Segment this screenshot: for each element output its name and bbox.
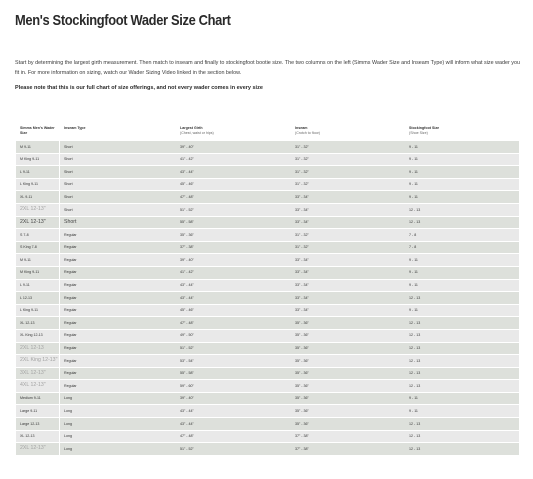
shoe-size-cell: 12 - 13 <box>405 368 519 380</box>
shoe-size-cell: 9 - 11 <box>405 166 519 178</box>
table-row <box>16 380 519 392</box>
shoe-size-cell: 9 - 11 <box>405 305 519 317</box>
header-largest-girth-sub: (Chest, waist or hips) <box>180 130 214 135</box>
wader-size-cell: XL 12-13 <box>16 431 60 443</box>
girth-cell: 39" - 40" <box>176 254 291 266</box>
table-row <box>16 418 519 430</box>
inseam-cell: 33" - 34" <box>291 280 405 292</box>
girth-cell: 43" - 44" <box>176 292 291 304</box>
girth-cell: 43" - 44" <box>176 405 291 417</box>
shoe-size-cell: 7 - 8 <box>405 242 519 254</box>
wader-size-cell: M 9-11 <box>16 141 60 153</box>
inseam-type-cell: Regular <box>60 317 176 329</box>
header-stockingfoot-size <box>405 123 519 140</box>
girth-cell: 49" - 50" <box>176 330 291 342</box>
wader-size-cell: Large 9-11 <box>16 405 60 417</box>
inseam-cell: 37" - 38" <box>291 431 405 443</box>
girth-cell: 35" - 36" <box>176 229 291 241</box>
wader-size-cell: 2XL 12-13" <box>16 204 60 216</box>
inseam-type-cell: Short <box>60 166 176 178</box>
wader-size-cell: M 9-11 <box>16 254 60 266</box>
shoe-size-cell: 9 - 11 <box>405 179 519 191</box>
girth-cell: 39" - 40" <box>176 393 291 405</box>
header-stockingfoot-size-label: Stockingfoot Size <box>409 126 440 130</box>
girth-cell: 53" - 54" <box>176 355 291 367</box>
table-row <box>16 443 519 455</box>
inseam-type-cell: Short <box>60 204 176 216</box>
header-largest-girth <box>176 123 291 140</box>
table-body <box>16 141 519 455</box>
inseam-cell: 31" - 32" <box>291 166 405 178</box>
table-row <box>16 267 519 279</box>
inseam-cell: 35" - 36" <box>291 393 405 405</box>
inseam-cell: 35" - 36" <box>291 380 405 392</box>
header-stockingfoot-size-sub: (Shoe Size) <box>409 130 428 135</box>
inseam-cell: 35" - 36" <box>291 330 405 342</box>
inseam-type-cell: Short <box>60 217 176 229</box>
inseam-type-cell: Regular <box>60 280 176 292</box>
wader-size-table <box>16 122 519 456</box>
table-row <box>16 280 519 292</box>
inseam-cell: 33" - 34" <box>291 217 405 229</box>
shoe-size-cell: 12 - 13 <box>405 355 519 367</box>
inseam-type-cell: Long <box>60 418 176 430</box>
girth-cell: 47" - 48" <box>176 317 291 329</box>
inseam-type-cell: Short <box>60 179 176 191</box>
table-row <box>16 204 519 216</box>
inseam-cell: 33" - 34" <box>291 305 405 317</box>
girth-cell: 55" - 58" <box>176 217 291 229</box>
table-row <box>16 305 519 317</box>
table-row <box>16 405 519 417</box>
inseam-type-cell: Regular <box>60 292 176 304</box>
girth-cell: 45" - 46" <box>176 305 291 317</box>
wader-size-cell: 2XL 12-13" <box>16 443 60 455</box>
table-row <box>16 431 519 443</box>
header-row <box>16 123 519 140</box>
shoe-size-cell: 7 - 8 <box>405 229 519 241</box>
table-row <box>16 254 519 266</box>
shoe-size-cell: 12 - 13 <box>405 343 519 355</box>
inseam-type-cell: Regular <box>60 380 176 392</box>
inseam-cell: 31" - 32" <box>291 242 405 254</box>
girth-cell: 37" - 38" <box>176 242 291 254</box>
shoe-size-cell: 12 - 13 <box>405 380 519 392</box>
wader-size-cell: L 9-11 <box>16 280 60 292</box>
table-row <box>16 179 519 191</box>
shoe-size-cell: 12 - 13 <box>405 204 519 216</box>
inseam-cell: 35" - 36" <box>291 317 405 329</box>
inseam-type-cell: Regular <box>60 242 176 254</box>
inseam-cell: 31" - 32" <box>291 154 405 166</box>
inseam-cell: 37" - 38" <box>291 443 405 455</box>
shoe-size-cell: 9 - 11 <box>405 254 519 266</box>
header-largest-girth-label: Largest Girth <box>180 126 203 130</box>
wader-size-cell: 3XL 12-13" <box>16 368 60 380</box>
wader-size-cell: Large 12-13 <box>16 418 60 430</box>
inseam-cell: 33" - 34" <box>291 204 405 216</box>
girth-cell: 43" - 44" <box>176 418 291 430</box>
girth-cell: 55" - 58" <box>176 368 291 380</box>
header-inseam-type <box>60 123 176 140</box>
header-inseam <box>291 123 405 140</box>
wader-size-cell: 4XL 12-13" <box>16 380 60 392</box>
girth-cell: 51" - 52" <box>176 343 291 355</box>
table-row <box>16 191 519 203</box>
girth-cell: 47" - 48" <box>176 191 291 203</box>
wader-size-cell: L King 9-11 <box>16 305 60 317</box>
wader-size-cell: L 12-13 <box>16 292 60 304</box>
table-row <box>16 393 519 405</box>
inseam-cell: 35" - 36" <box>291 368 405 380</box>
shoe-size-cell: 9 - 11 <box>405 191 519 203</box>
inseam-cell: 35" - 36" <box>291 418 405 430</box>
shoe-size-cell: 12 - 13 <box>405 418 519 430</box>
girth-cell: 51" - 52" <box>176 204 291 216</box>
wader-size-cell: 2XL 12-13 <box>16 343 60 355</box>
table-row <box>16 154 519 166</box>
inseam-cell: 31" - 32" <box>291 229 405 241</box>
shoe-size-cell: 9 - 11 <box>405 405 519 417</box>
wader-size-cell: S King 7-8 <box>16 242 60 254</box>
inseam-cell: 35" - 36" <box>291 355 405 367</box>
shoe-size-cell: 12 - 13 <box>405 217 519 229</box>
inseam-type-cell: Regular <box>60 343 176 355</box>
wader-size-cell: L King 9-11 <box>16 179 60 191</box>
wader-size-cell: XL 12-13 <box>16 317 60 329</box>
shoe-size-cell: 12 - 13 <box>405 443 519 455</box>
wader-size-cell: XL King 12-13 <box>16 330 60 342</box>
girth-cell: 43" - 44" <box>176 166 291 178</box>
table-row <box>16 141 519 153</box>
table-row <box>16 217 519 229</box>
table-row <box>16 343 519 355</box>
girth-cell: 39" - 40" <box>176 141 291 153</box>
inseam-type-cell: Long <box>60 431 176 443</box>
table-row <box>16 292 519 304</box>
girth-cell: 45" - 46" <box>176 179 291 191</box>
wader-size-cell: L 9-11 <box>16 166 60 178</box>
table-row <box>16 317 519 329</box>
inseam-type-cell: Regular <box>60 267 176 279</box>
shoe-size-cell: 9 - 11 <box>405 280 519 292</box>
inseam-type-cell: Regular <box>60 368 176 380</box>
wader-size-cell: Medium 9-11 <box>16 393 60 405</box>
inseam-cell: 31" - 32" <box>291 179 405 191</box>
shoe-size-cell: 12 - 13 <box>405 431 519 443</box>
inseam-type-cell: Short <box>60 141 176 153</box>
wader-size-cell: S 7-8 <box>16 229 60 241</box>
table-header <box>16 123 519 140</box>
inseam-type-cell: Regular <box>60 229 176 241</box>
inseam-type-cell: Regular <box>60 355 176 367</box>
inseam-type-cell: Short <box>60 154 176 166</box>
shoe-size-cell: 9 - 11 <box>405 141 519 153</box>
wader-size-cell: 2XL King 12-13" <box>16 355 60 367</box>
inseam-type-cell: Long <box>60 393 176 405</box>
table-row <box>16 330 519 342</box>
inseam-type-cell: Long <box>60 405 176 417</box>
shoe-size-cell: 9 - 11 <box>405 267 519 279</box>
shoe-size-cell: 12 - 13 <box>405 330 519 342</box>
wader-size-cell: M King 9-11 <box>16 154 60 166</box>
header-wader-size-label: Simms Men's Wader Size <box>20 126 55 135</box>
inseam-cell: 33" - 34" <box>291 267 405 279</box>
inseam-type-cell: Regular <box>60 330 176 342</box>
girth-cell: 43" - 44" <box>176 280 291 292</box>
wader-size-cell: XL 9-11 <box>16 191 60 203</box>
inseam-cell: 33" - 34" <box>291 191 405 203</box>
inseam-type-cell: Short <box>60 191 176 203</box>
header-wader-size <box>16 123 60 140</box>
girth-cell: 47" - 48" <box>176 431 291 443</box>
header-inseam-type-label: Inseam Type <box>64 126 86 130</box>
table-row <box>16 229 519 241</box>
shoe-size-cell: 9 - 11 <box>405 393 519 405</box>
wader-size-cell: M King 9-11 <box>16 267 60 279</box>
inseam-type-cell: Long <box>60 443 176 455</box>
girth-cell: 59" - 60" <box>176 380 291 392</box>
shoe-size-cell: 12 - 13 <box>405 292 519 304</box>
inseam-cell: 35" - 36" <box>291 343 405 355</box>
intro-paragraph: Start by determining the largest girth measurement. Then match to inseam and finally to stockingfoot bootie size. The two columns on the left (Simms Wader Size and Inseam Type) will inform what size wader you fit in. For more information on sizing, watch our Wader Sizing Video linked in the section below. <box>15 60 520 76</box>
size-offerings-note: Please note that this is our full chart of size offerings, and not every wader comes in every size <box>15 85 263 91</box>
inseam-cell: 33" - 34" <box>291 292 405 304</box>
girth-cell: 41" - 42" <box>176 267 291 279</box>
inseam-cell: 31" - 32" <box>291 141 405 153</box>
header-inseam-label: Inseam <box>295 126 308 130</box>
inseam-cell: 35" - 36" <box>291 405 405 417</box>
table-row <box>16 242 519 254</box>
inseam-cell: 33" - 34" <box>291 254 405 266</box>
header-inseam-sub: (Crotch to floor) <box>295 130 320 135</box>
table-row <box>16 355 519 367</box>
table-row <box>16 368 519 380</box>
inseam-type-cell: Regular <box>60 254 176 266</box>
girth-cell: 51" - 52" <box>176 443 291 455</box>
shoe-size-cell: 9 - 11 <box>405 154 519 166</box>
page-title: Men's Stockingfoot Wader Size Chart <box>15 12 231 29</box>
girth-cell: 41" - 42" <box>176 154 291 166</box>
shoe-size-cell: 12 - 13 <box>405 317 519 329</box>
table-row <box>16 166 519 178</box>
inseam-type-cell: Regular <box>60 305 176 317</box>
wader-size-cell: 2XL 12-13" <box>16 217 60 229</box>
